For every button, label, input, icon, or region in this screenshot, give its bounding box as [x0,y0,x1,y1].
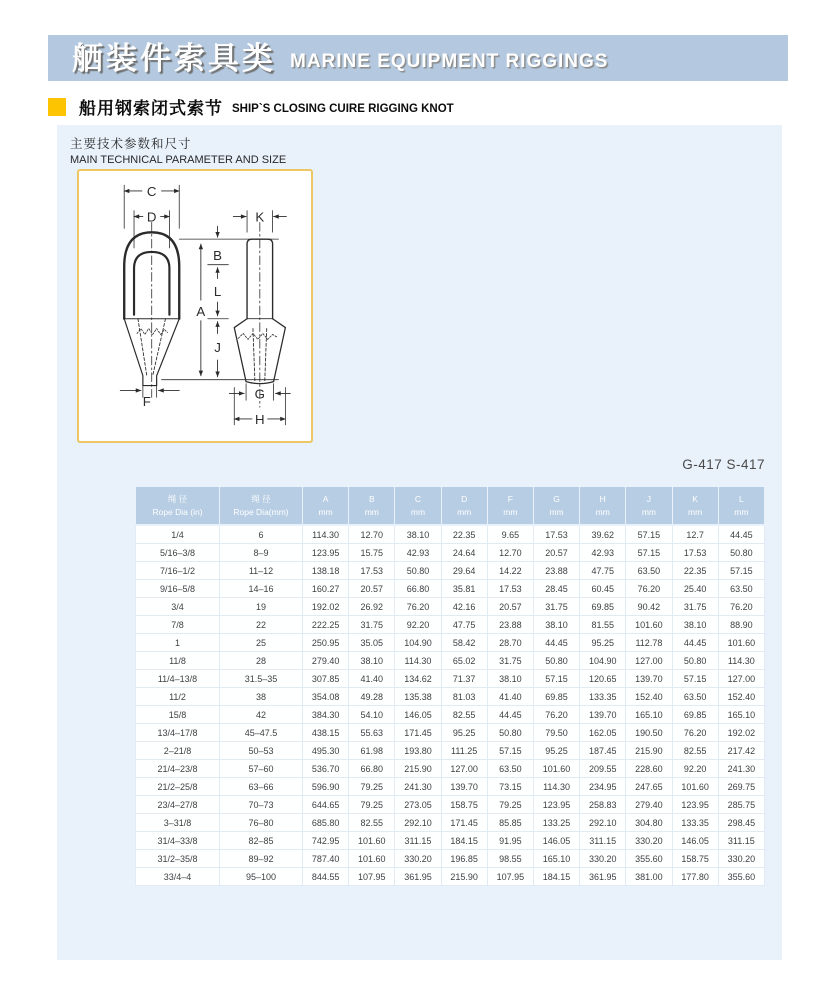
section-title-zh: 船用钢索闭式索节 [79,99,223,118]
table-cell: 311.15 [718,832,764,850]
table-cell: 536.70 [303,760,349,778]
table-cell: 160.27 [303,580,349,598]
table-cell: 3–31/8 [136,814,220,832]
table-cell: 49.28 [349,688,395,706]
table-cell: 90.42 [626,598,672,616]
table-cell: 42.16 [441,598,487,616]
socket-diagram-svg [79,171,307,437]
table-cell: 152.40 [626,688,672,706]
table-cell: 76.20 [533,706,579,724]
table-cell: 38.10 [349,652,395,670]
table-cell: 330.20 [580,850,626,868]
table-cell: 22.35 [441,525,487,544]
table-cell: 17.53 [672,544,718,562]
table-cell: 11/8 [136,652,220,670]
table-cell: 57.15 [487,742,533,760]
table-cell: 285.75 [718,796,764,814]
table-cell: 38.10 [395,525,441,544]
table-cell: 44.45 [718,525,764,544]
page-banner [48,35,788,81]
table-cell: 24.64 [441,544,487,562]
table-cell: 82.55 [441,706,487,724]
table-row [136,544,765,562]
table-cell: 361.95 [580,868,626,886]
table-cell: 217.42 [718,742,764,760]
table-cell: 25 [220,634,303,652]
table-cell: 381.00 [626,868,672,886]
header-rope-dia-in: 绳 径 Rope Dia (in) [136,487,220,526]
table-cell: 38 [220,688,303,706]
table-cell: 644.65 [303,796,349,814]
table-cell: 292.10 [580,814,626,832]
table-cell: 190.50 [626,724,672,742]
table-cell: 63–66 [220,778,303,796]
header-dim-k: K mm [672,487,718,526]
table-cell: 38.10 [672,616,718,634]
table-cell: 42.93 [395,544,441,562]
table-cell: 127.00 [718,670,764,688]
table-cell: 44.45 [487,706,533,724]
table-cell: 92.20 [395,616,441,634]
table-row [136,724,765,742]
table-cell: 95.25 [580,634,626,652]
table-cell: 57.15 [626,525,672,544]
table-cell: 20.57 [349,580,395,598]
table-cell: 71.37 [441,670,487,688]
table-cell: 12.70 [487,544,533,562]
dim-label-a: A [196,303,206,319]
table-cell: 1/4 [136,525,220,544]
table-cell: 31.75 [349,616,395,634]
table-cell: 354.08 [303,688,349,706]
table-cell: 187.45 [580,742,626,760]
table-cell: 15.75 [349,544,395,562]
table-cell: 98.55 [487,850,533,868]
spec-table-head [136,487,765,526]
header-dim-l: L mm [718,487,764,526]
table-cell: 23.88 [487,616,533,634]
table-cell: 22 [220,616,303,634]
spec-table-body [136,525,765,886]
table-cell: 92.20 [672,760,718,778]
table-cell: 177.80 [672,868,718,886]
header-dim-f: F mm [487,487,533,526]
table-cell: 55.63 [349,724,395,742]
table-cell: 11/2 [136,688,220,706]
table-cell: 184.15 [533,868,579,886]
table-cell: 123.95 [672,796,718,814]
table-cell: 114.30 [303,525,349,544]
table-cell: 123.95 [533,796,579,814]
table-cell: 330.20 [395,850,441,868]
table-cell: 133.25 [533,814,579,832]
table-cell: 112.78 [626,634,672,652]
table-cell: 234.95 [580,778,626,796]
table-cell: 158.75 [672,850,718,868]
table-cell: 69.85 [672,706,718,724]
table-cell: 85.85 [487,814,533,832]
table-cell: 81.03 [441,688,487,706]
table-cell: 152.40 [718,688,764,706]
table-cell: 384.30 [303,706,349,724]
table-row [136,580,765,598]
table-cell: 57–60 [220,760,303,778]
table-cell: 9.65 [487,525,533,544]
table-cell: 9/16–5/8 [136,580,220,598]
table-cell: 134.62 [395,670,441,688]
table-row [136,850,765,868]
table-cell: 60.45 [580,580,626,598]
table-cell: 82.55 [349,814,395,832]
table-cell: 438.15 [303,724,349,742]
table-cell: 241.30 [395,778,441,796]
table-cell: 31.5–35 [220,670,303,688]
table-cell: 133.35 [580,688,626,706]
table-cell: 79.25 [349,796,395,814]
table-cell: 76.20 [672,724,718,742]
table-cell: 111.25 [441,742,487,760]
table-cell: 31/2–35/8 [136,850,220,868]
table-row [136,525,765,544]
dim-label-f: F [142,394,151,410]
table-cell: 279.40 [626,796,672,814]
table-cell: 120.65 [580,670,626,688]
table-cell: 47.75 [441,616,487,634]
table-cell: 215.90 [395,760,441,778]
table-cell: 38.10 [487,670,533,688]
table-cell: 307.85 [303,670,349,688]
table-row [136,832,765,850]
table-cell: 31.75 [533,598,579,616]
table-cell: 279.40 [303,652,349,670]
table-cell: 258.83 [580,796,626,814]
table-cell: 66.80 [395,580,441,598]
table-cell: 95.25 [441,724,487,742]
table-cell: 171.45 [441,814,487,832]
table-cell: 17.53 [487,580,533,598]
table-row [136,634,765,652]
table-cell: 107.95 [487,868,533,886]
dim-label-g: G [254,386,265,402]
table-cell: 355.60 [626,850,672,868]
table-cell: 76.20 [626,580,672,598]
table-cell: 41.40 [487,688,533,706]
table-cell: 165.10 [533,850,579,868]
table-row [136,778,765,796]
table-cell: 107.95 [349,868,395,886]
table-cell: 171.45 [395,724,441,742]
table-cell: 162.05 [580,724,626,742]
table-cell: 7/16–1/2 [136,562,220,580]
table-cell: 101.60 [533,760,579,778]
table-cell: 35.81 [441,580,487,598]
table-cell: 3/4 [136,598,220,616]
table-cell: 17.53 [533,525,579,544]
dim-label-c: C [146,183,157,199]
table-cell: 82.55 [672,742,718,760]
table-cell: 31/4–33/8 [136,832,220,850]
table-cell: 63.50 [718,580,764,598]
table-cell: 91.95 [487,832,533,850]
table-cell: 63.50 [672,688,718,706]
table-cell: 31.75 [487,652,533,670]
table-row [136,760,765,778]
table-cell: 685.80 [303,814,349,832]
table-cell: 42.93 [580,544,626,562]
table-cell: 28.70 [487,634,533,652]
table-cell: 33/4–4 [136,868,220,886]
table-cell: 61.98 [349,742,395,760]
table-cell: 89–92 [220,850,303,868]
table-cell: 17.53 [349,562,395,580]
table-cell: 787.40 [303,850,349,868]
table-cell: 82–85 [220,832,303,850]
table-cell: 139.70 [580,706,626,724]
table-cell: 165.10 [718,706,764,724]
table-cell: 47.75 [580,562,626,580]
table-row [136,688,765,706]
table-cell: 844.55 [303,868,349,886]
table-cell: 158.75 [441,796,487,814]
subtitle-en: MAIN TECHNICAL PARAMETER AND SIZE [70,154,287,166]
table-cell: 292.10 [395,814,441,832]
table-cell: 304.80 [626,814,672,832]
table-cell: 127.00 [626,652,672,670]
table-cell: 57.15 [718,562,764,580]
table-cell: 76.20 [395,598,441,616]
table-row [136,670,765,688]
table-cell: 127.00 [441,760,487,778]
table-cell: 12.70 [349,525,395,544]
table-cell: 209.55 [580,760,626,778]
table-cell: 193.80 [395,742,441,760]
table-cell: 79.50 [533,724,579,742]
table-cell: 44.45 [672,634,718,652]
table-cell: 22.35 [672,562,718,580]
table-cell: 50.80 [718,544,764,562]
table-cell: 28.45 [533,580,579,598]
table-cell: 742.95 [303,832,349,850]
dim-label-d: D [146,209,157,225]
section-heading [48,94,454,119]
table-cell: 101.60 [718,634,764,652]
dim-label-b: B [213,247,222,263]
table-row [136,616,765,634]
table-cell: 241.30 [718,760,764,778]
table-cell: 35.05 [349,634,395,652]
content-panel [57,125,782,960]
table-cell: 311.15 [395,832,441,850]
header-dim-h: H mm [580,487,626,526]
table-cell: 222.25 [303,616,349,634]
table-cell: 45–47.5 [220,724,303,742]
table-cell: 5/16–3/8 [136,544,220,562]
table-cell: 44.45 [533,634,579,652]
table-cell: 57.15 [626,544,672,562]
table-row [136,742,765,760]
table-cell: 1 [136,634,220,652]
table-cell: 114.30 [718,652,764,670]
table-cell: 355.60 [718,868,764,886]
table-cell: 20.57 [487,598,533,616]
table-cell: 361.95 [395,868,441,886]
table-cell: 14.22 [487,562,533,580]
table-cell: 95–100 [220,868,303,886]
table-cell: 14–16 [220,580,303,598]
table-cell: 12.7 [672,525,718,544]
table-cell: 104.90 [395,634,441,652]
table-cell: 192.02 [303,598,349,616]
dim-label-k: K [255,209,265,225]
table-cell: 81.55 [580,616,626,634]
banner-title-en: MARINE EQUIPMENT RIGGINGS [290,50,609,72]
table-cell: 19 [220,598,303,616]
table-cell: 330.20 [626,832,672,850]
table-cell: 6 [220,525,303,544]
table-cell: 38.10 [533,616,579,634]
table-cell: 73.15 [487,778,533,796]
table-cell: 50.80 [533,652,579,670]
table-cell: 79.25 [349,778,395,796]
table-cell: 21/4–23/8 [136,760,220,778]
table-cell: 28 [220,652,303,670]
table-cell: 139.70 [441,778,487,796]
table-cell: 76–80 [220,814,303,832]
table-cell: 269.75 [718,778,764,796]
table-cell: 66.80 [349,760,395,778]
table-cell: 23.88 [533,562,579,580]
table-cell: 57.15 [672,670,718,688]
table-cell: 135.38 [395,688,441,706]
table-cell: 25.40 [672,580,718,598]
spec-table [135,486,765,886]
table-cell: 250.95 [303,634,349,652]
model-code: G-417 S-417 [682,457,765,472]
table-cell: 65.02 [441,652,487,670]
header-dim-d: D mm [441,487,487,526]
table-row [136,868,765,886]
table-cell: 50.80 [487,724,533,742]
table-cell: 215.90 [626,742,672,760]
table-cell: 79.25 [487,796,533,814]
table-cell: 114.30 [533,778,579,796]
table-cell: 133.35 [672,814,718,832]
table-cell: 88.90 [718,616,764,634]
header-dim-a: A mm [303,487,349,526]
table-cell: 228.60 [626,760,672,778]
table-cell: 58.42 [441,634,487,652]
table-cell: 138.18 [303,562,349,580]
dim-label-h: H [255,411,265,427]
table-cell: 101.60 [626,616,672,634]
table-cell: 8–9 [220,544,303,562]
table-cell: 41.40 [349,670,395,688]
table-cell: 69.85 [580,598,626,616]
header-rope-dia-mm: 绳 径 Rope Dia(mm) [220,487,303,526]
dim-label-l: L [213,284,222,300]
table-cell: 54.10 [349,706,395,724]
table-cell: 215.90 [441,868,487,886]
table-cell: 330.20 [718,850,764,868]
header-dim-b: B mm [349,487,395,526]
table-cell: 50.80 [672,652,718,670]
table-row [136,706,765,724]
table-row [136,652,765,670]
table-cell: 95.25 [533,742,579,760]
header-dim-g: G mm [533,487,579,526]
table-cell: 15/8 [136,706,220,724]
table-cell: 50–53 [220,742,303,760]
table-row [136,796,765,814]
table-cell: 11–12 [220,562,303,580]
header-dim-c: C mm [395,487,441,526]
dim-label-j: J [214,340,221,356]
table-cell: 42 [220,706,303,724]
table-cell: 273.05 [395,796,441,814]
table-cell: 247.65 [626,778,672,796]
table-cell: 13/4–17/8 [136,724,220,742]
table-cell: 101.60 [349,850,395,868]
table-cell: 20.57 [533,544,579,562]
table-cell: 495.30 [303,742,349,760]
table-cell: 165.10 [626,706,672,724]
table-row [136,598,765,616]
header-dim-j: J mm [626,487,672,526]
table-cell: 76.20 [718,598,764,616]
technical-drawing [77,169,313,443]
table-cell: 29.64 [441,562,487,580]
table-cell: 298.45 [718,814,764,832]
table-cell: 123.95 [303,544,349,562]
table-cell: 69.85 [533,688,579,706]
table-cell: 114.30 [395,652,441,670]
subtitle-zh: 主要技术参数和尺寸 [70,137,192,151]
table-cell: 2–21/8 [136,742,220,760]
table-cell: 101.60 [349,832,395,850]
table-cell: 104.90 [580,652,626,670]
table-cell: 596.90 [303,778,349,796]
table-cell: 63.50 [487,760,533,778]
table-cell: 23/4–27/8 [136,796,220,814]
table-cell: 26.92 [349,598,395,616]
table-cell: 196.85 [441,850,487,868]
table-cell: 311.15 [580,832,626,850]
table-cell: 101.60 [672,778,718,796]
table-cell: 31.75 [672,598,718,616]
table-cell: 39.62 [580,525,626,544]
yellow-bullet-icon [48,98,66,116]
table-cell: 57.15 [533,670,579,688]
table-row [136,562,765,580]
section-title-en: SHIP`S CLOSING CUIRE RIGGING KNOT [232,102,454,115]
table-cell: 146.05 [533,832,579,850]
table-cell: 70–73 [220,796,303,814]
table-cell: 184.15 [441,832,487,850]
table-cell: 63.50 [626,562,672,580]
table-cell: 146.05 [672,832,718,850]
table-cell: 11/4–13/8 [136,670,220,688]
table-cell: 139.70 [626,670,672,688]
table-row [136,814,765,832]
parameters-subtitle [70,134,286,166]
table-cell: 21/2–25/8 [136,778,220,796]
table-cell: 50.80 [395,562,441,580]
banner-title-zh: 舾装件索具类 [72,40,276,76]
table-cell: 7/8 [136,616,220,634]
table-cell: 146.05 [395,706,441,724]
table-cell: 192.02 [718,724,764,742]
